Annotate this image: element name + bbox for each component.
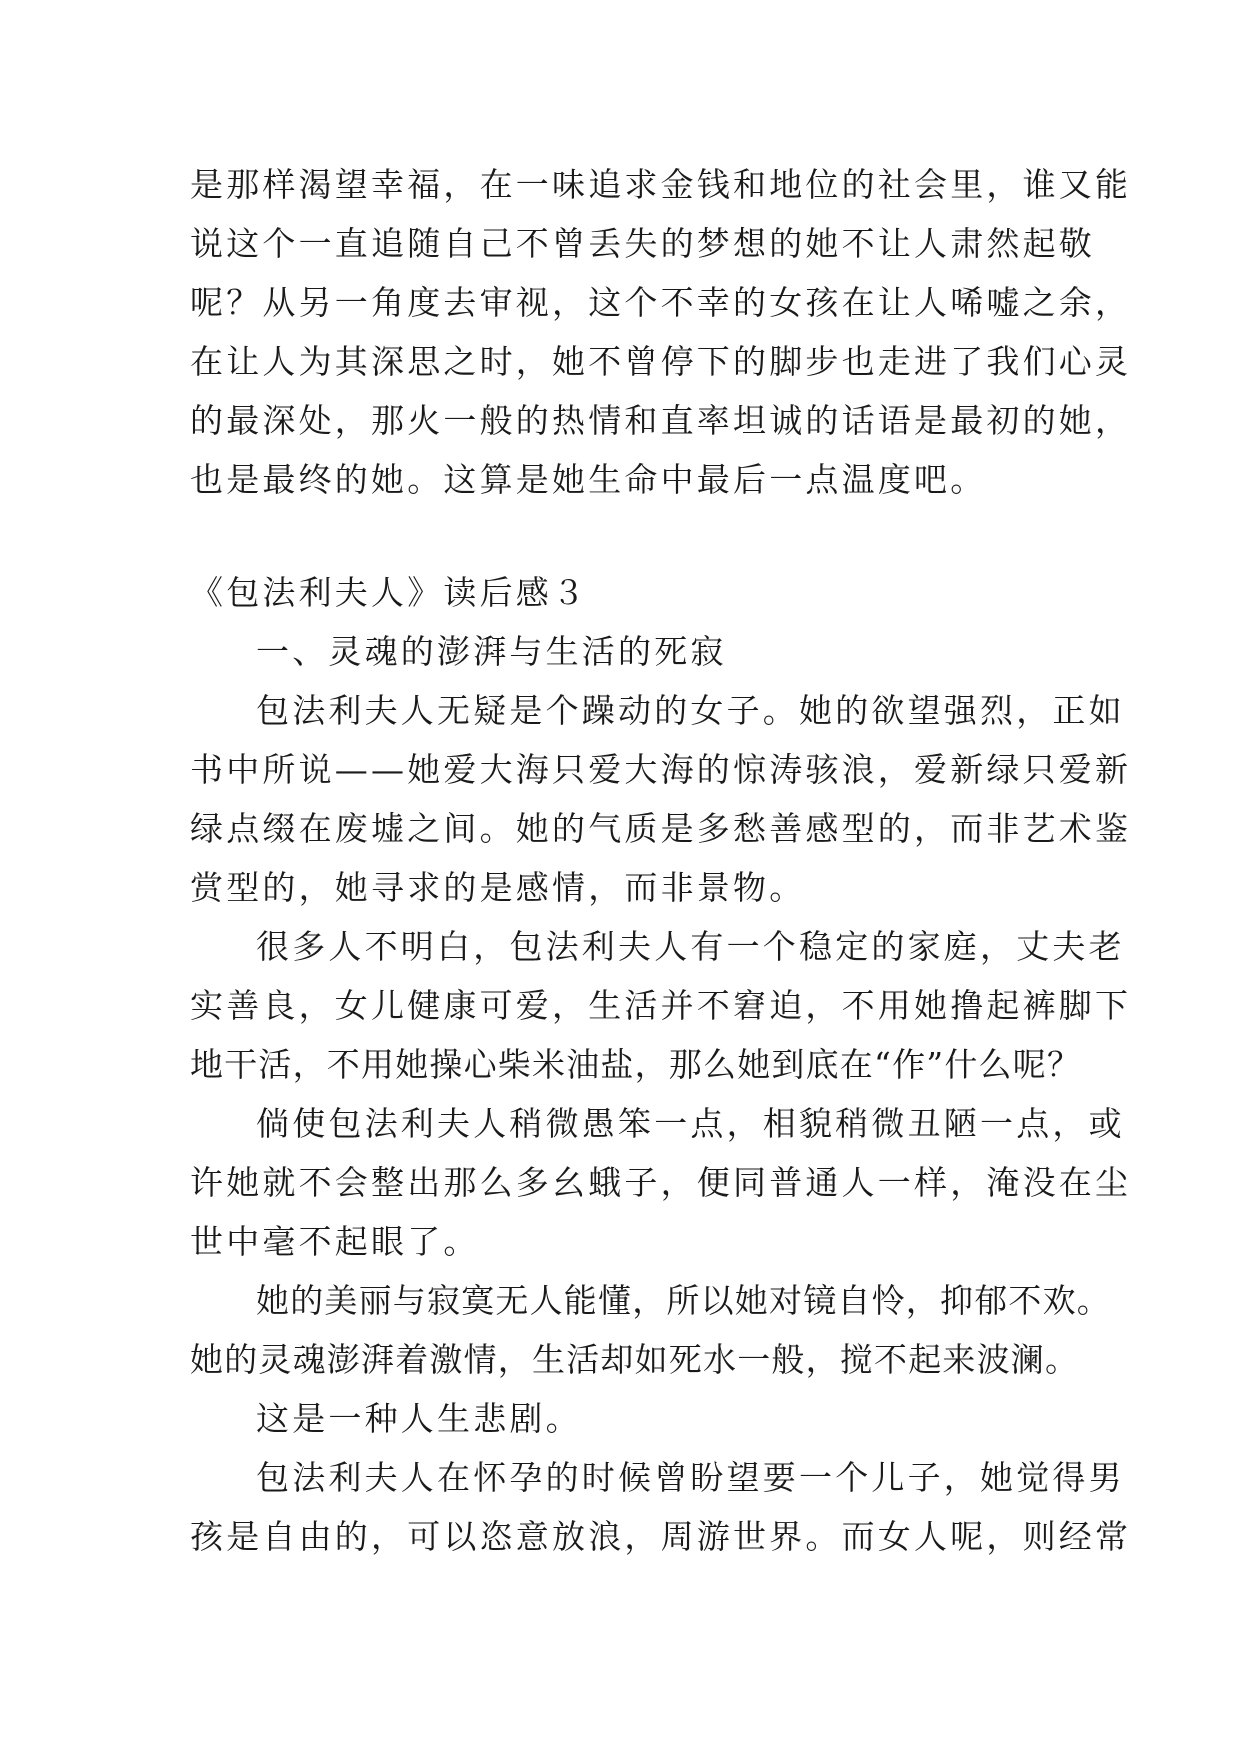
- text-line: 实善良，女儿健康可爱，生活并不窘迫，不用她撸起裤脚下: [190, 986, 1132, 1025]
- section-title: 《包法利夫人》读后感３: [190, 573, 589, 612]
- text-line: 这是一种人生悲剧。: [256, 1399, 582, 1438]
- text-line: 赏型的，她寻求的是感情，而非景物。: [190, 868, 806, 907]
- text-line: 许她就不会整出那么多幺蛾子，便同普通人一样，淹没在尘: [190, 1163, 1132, 1202]
- text-line: 的最深处，那火一般的热情和直率坦诚的话语是最初的她，: [190, 401, 1132, 440]
- text-line: 是那样渴望幸福，在一味追求金钱和地位的社会里，谁又能: [190, 165, 1132, 204]
- text-line: 在让人为其深思之时，她不曾停下的脚步也走进了我们心灵: [190, 342, 1132, 381]
- subheading: 一、灵魂的澎湃与生活的死寂: [256, 632, 727, 671]
- text-line: 包法利夫人在怀孕的时候曾盼望要一个儿子，她觉得男: [256, 1458, 1125, 1497]
- text-line: 绿点缀在废墟之间。她的气质是多愁善感型的，而非艺术鉴: [190, 809, 1132, 848]
- text-line: 说这个一直追随自己不曾丢失的梦想的她不让人肃然起敬: [190, 224, 1095, 263]
- text-line: 倘使包法利夫人稍微愚笨一点，相貌稍微丑陋一点，或: [256, 1104, 1125, 1143]
- text-line: 也是最终的她。这算是她生命中最后一点温度吧。: [190, 460, 987, 499]
- text-line: 她的美丽与寂寞无人能懂，所以她对镜自怜，抑郁不欢。: [256, 1281, 1111, 1320]
- text-line: 呢？从另一角度去审视，这个不幸的女孩在让人唏嘘之余，: [190, 283, 1132, 322]
- text-line: 她的灵魂澎湃着激情，生活却如死水一般，搅不起来波澜。: [190, 1340, 1080, 1379]
- text-line: 地干活，不用她操心柴米油盐，那么她到底在“作”什么呢？: [190, 1045, 1082, 1084]
- text-line: 孩是自由的，可以恣意放浪，周游世界。而女人呢，则经常: [190, 1517, 1132, 1556]
- text-line: 包法利夫人无疑是个躁动的女子。她的欲望强烈，正如: [256, 691, 1125, 730]
- text-line: 世中毫不起眼了。: [190, 1222, 480, 1261]
- text-line: 书中所说——她爱大海只爱大海的惊涛骇浪，爱新绿只爱新: [190, 750, 1132, 789]
- text-line: 很多人不明白，包法利夫人有一个稳定的家庭，丈夫老: [256, 927, 1125, 966]
